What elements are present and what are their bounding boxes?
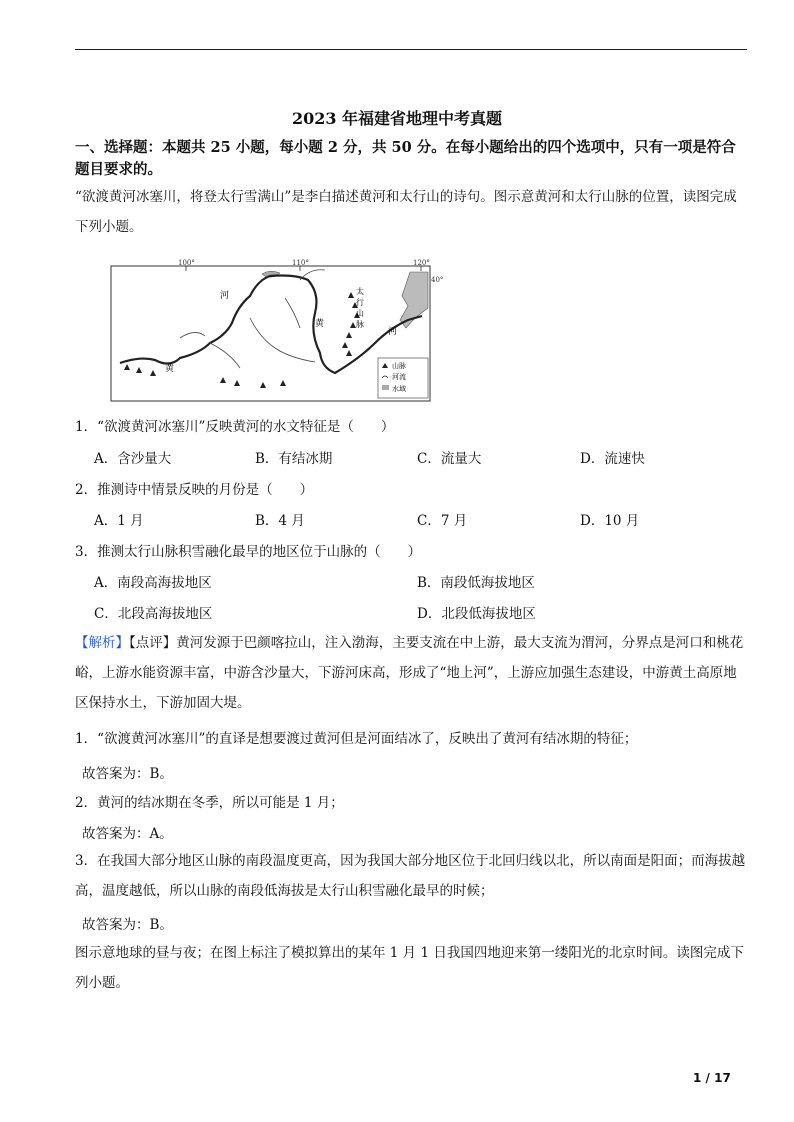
q3-option-d: D．北段低海拔地区 xyxy=(417,606,536,622)
q2-option-a: A．1 月 xyxy=(94,513,144,529)
map-place-label: 山 xyxy=(356,309,364,318)
explanation-2: 2．黄河的结冰期在冬季，所以可能是 1 月； xyxy=(75,795,344,811)
q1-option-c: C．流量大 xyxy=(417,451,482,467)
answer-1: 故答案为：B。 xyxy=(82,766,173,782)
q3-option-c: C．北段高海拔地区 xyxy=(94,606,213,622)
explanation-3: 3．在我国大部分地区山脉的南段温度更高，因为我国大部分地区位于北回归线以北，所以南面是阳面；而海拔越高，温度越低，所以山脉的南段低海拔是太行山积雪融化最早的时候； xyxy=(75,853,746,899)
q1-option-a: A．含沙量大 xyxy=(94,451,172,467)
intro-paragraph-1: “欲渡黄河冰塞川，将登太行雪满山”是李白描述黄河和太行山的诗句。图示意黄河和太行山脉的位置，读图完成下列小题。 xyxy=(75,189,737,235)
map-place-label: 河 xyxy=(220,291,230,301)
analysis-tag: 【解析】 xyxy=(75,635,129,651)
q1-option-b: B．有结冰期 xyxy=(255,451,333,467)
question-1-stem: 1．“欲渡黄河冰塞川”反映黄河的水文特征是（ ） xyxy=(75,419,395,435)
map-place-label: 太 xyxy=(356,287,364,296)
page-title: 2023 年福建省地理中考真题 xyxy=(291,109,503,128)
q2-option-d: D．10 月 xyxy=(580,513,640,529)
question-2-stem: 2．推测诗中情景反映的月份是（ ） xyxy=(75,482,314,498)
q2-option-c: C．7 月 xyxy=(417,513,468,529)
page-number: 1 / 17 xyxy=(693,1071,731,1085)
analysis-paragraph xyxy=(75,628,747,718)
analysis-text: 【点评】黄河发源于巴颜喀拉山，注入渤海，主要支流在中上游，最大支流为渭河，分界点是河口和桃花峪，上游水能资源丰富，中游含沙量大，下游河床高，形成了“地上河”，上游应加强生态建设，中游黄土高原地区保持水土，下游加固大堤。 xyxy=(75,635,744,711)
map-lat-label: 40° xyxy=(431,276,444,284)
header-rule xyxy=(75,49,747,50)
section-heading: 一、选择题：本题共 25 小题，每小题 2 分，共 50 分。在每小题给出的四个选项中，只有一项是符合题目要求的。 xyxy=(75,139,736,178)
legend-label: 水域 xyxy=(392,385,406,393)
yellow-river-taihang-map xyxy=(110,258,444,403)
legend-label: 山脉 xyxy=(392,362,406,370)
explanation-1: 1．“欲渡黄河冰塞川”的直译是想要渡过黄河但是河面结冰了，反映出了黄河有结冰期的特征； xyxy=(75,731,638,747)
q1-option-d: D．流速快 xyxy=(580,451,645,467)
legend-label: 河流 xyxy=(392,373,406,381)
q2-option-b: B．4 月 xyxy=(255,513,305,529)
map-place-label: 河 xyxy=(388,327,398,337)
map-lon-label: 110° xyxy=(292,259,309,267)
intro-paragraph-2: 图示意地球的昼与夜；在图上标注了模拟算出的某年 1 月 1 日我国四地迎来第一缕阳光的北京时间。读图完成下列小题。 xyxy=(75,945,744,991)
map-legend xyxy=(378,358,428,398)
map-place-label: 行 xyxy=(356,298,364,307)
map-place-label: 脉 xyxy=(356,320,364,329)
q3-option-b: B．南段低海拔地区 xyxy=(417,575,535,591)
q3-option-a: A．南段高海拔地区 xyxy=(94,575,212,591)
answer-3: 故答案为：B。 xyxy=(82,917,173,933)
question-3-stem: 3．推测太行山脉积雪融化最早的地区位于山脉的（ ） xyxy=(75,544,422,560)
map-lon-label: 100° xyxy=(178,259,195,267)
answer-2: 故答案为：A。 xyxy=(82,826,173,842)
map-lon-label: 120° xyxy=(413,259,430,267)
map-place-label: 黄 xyxy=(165,364,175,374)
map-place-label: 黄 xyxy=(315,319,325,329)
